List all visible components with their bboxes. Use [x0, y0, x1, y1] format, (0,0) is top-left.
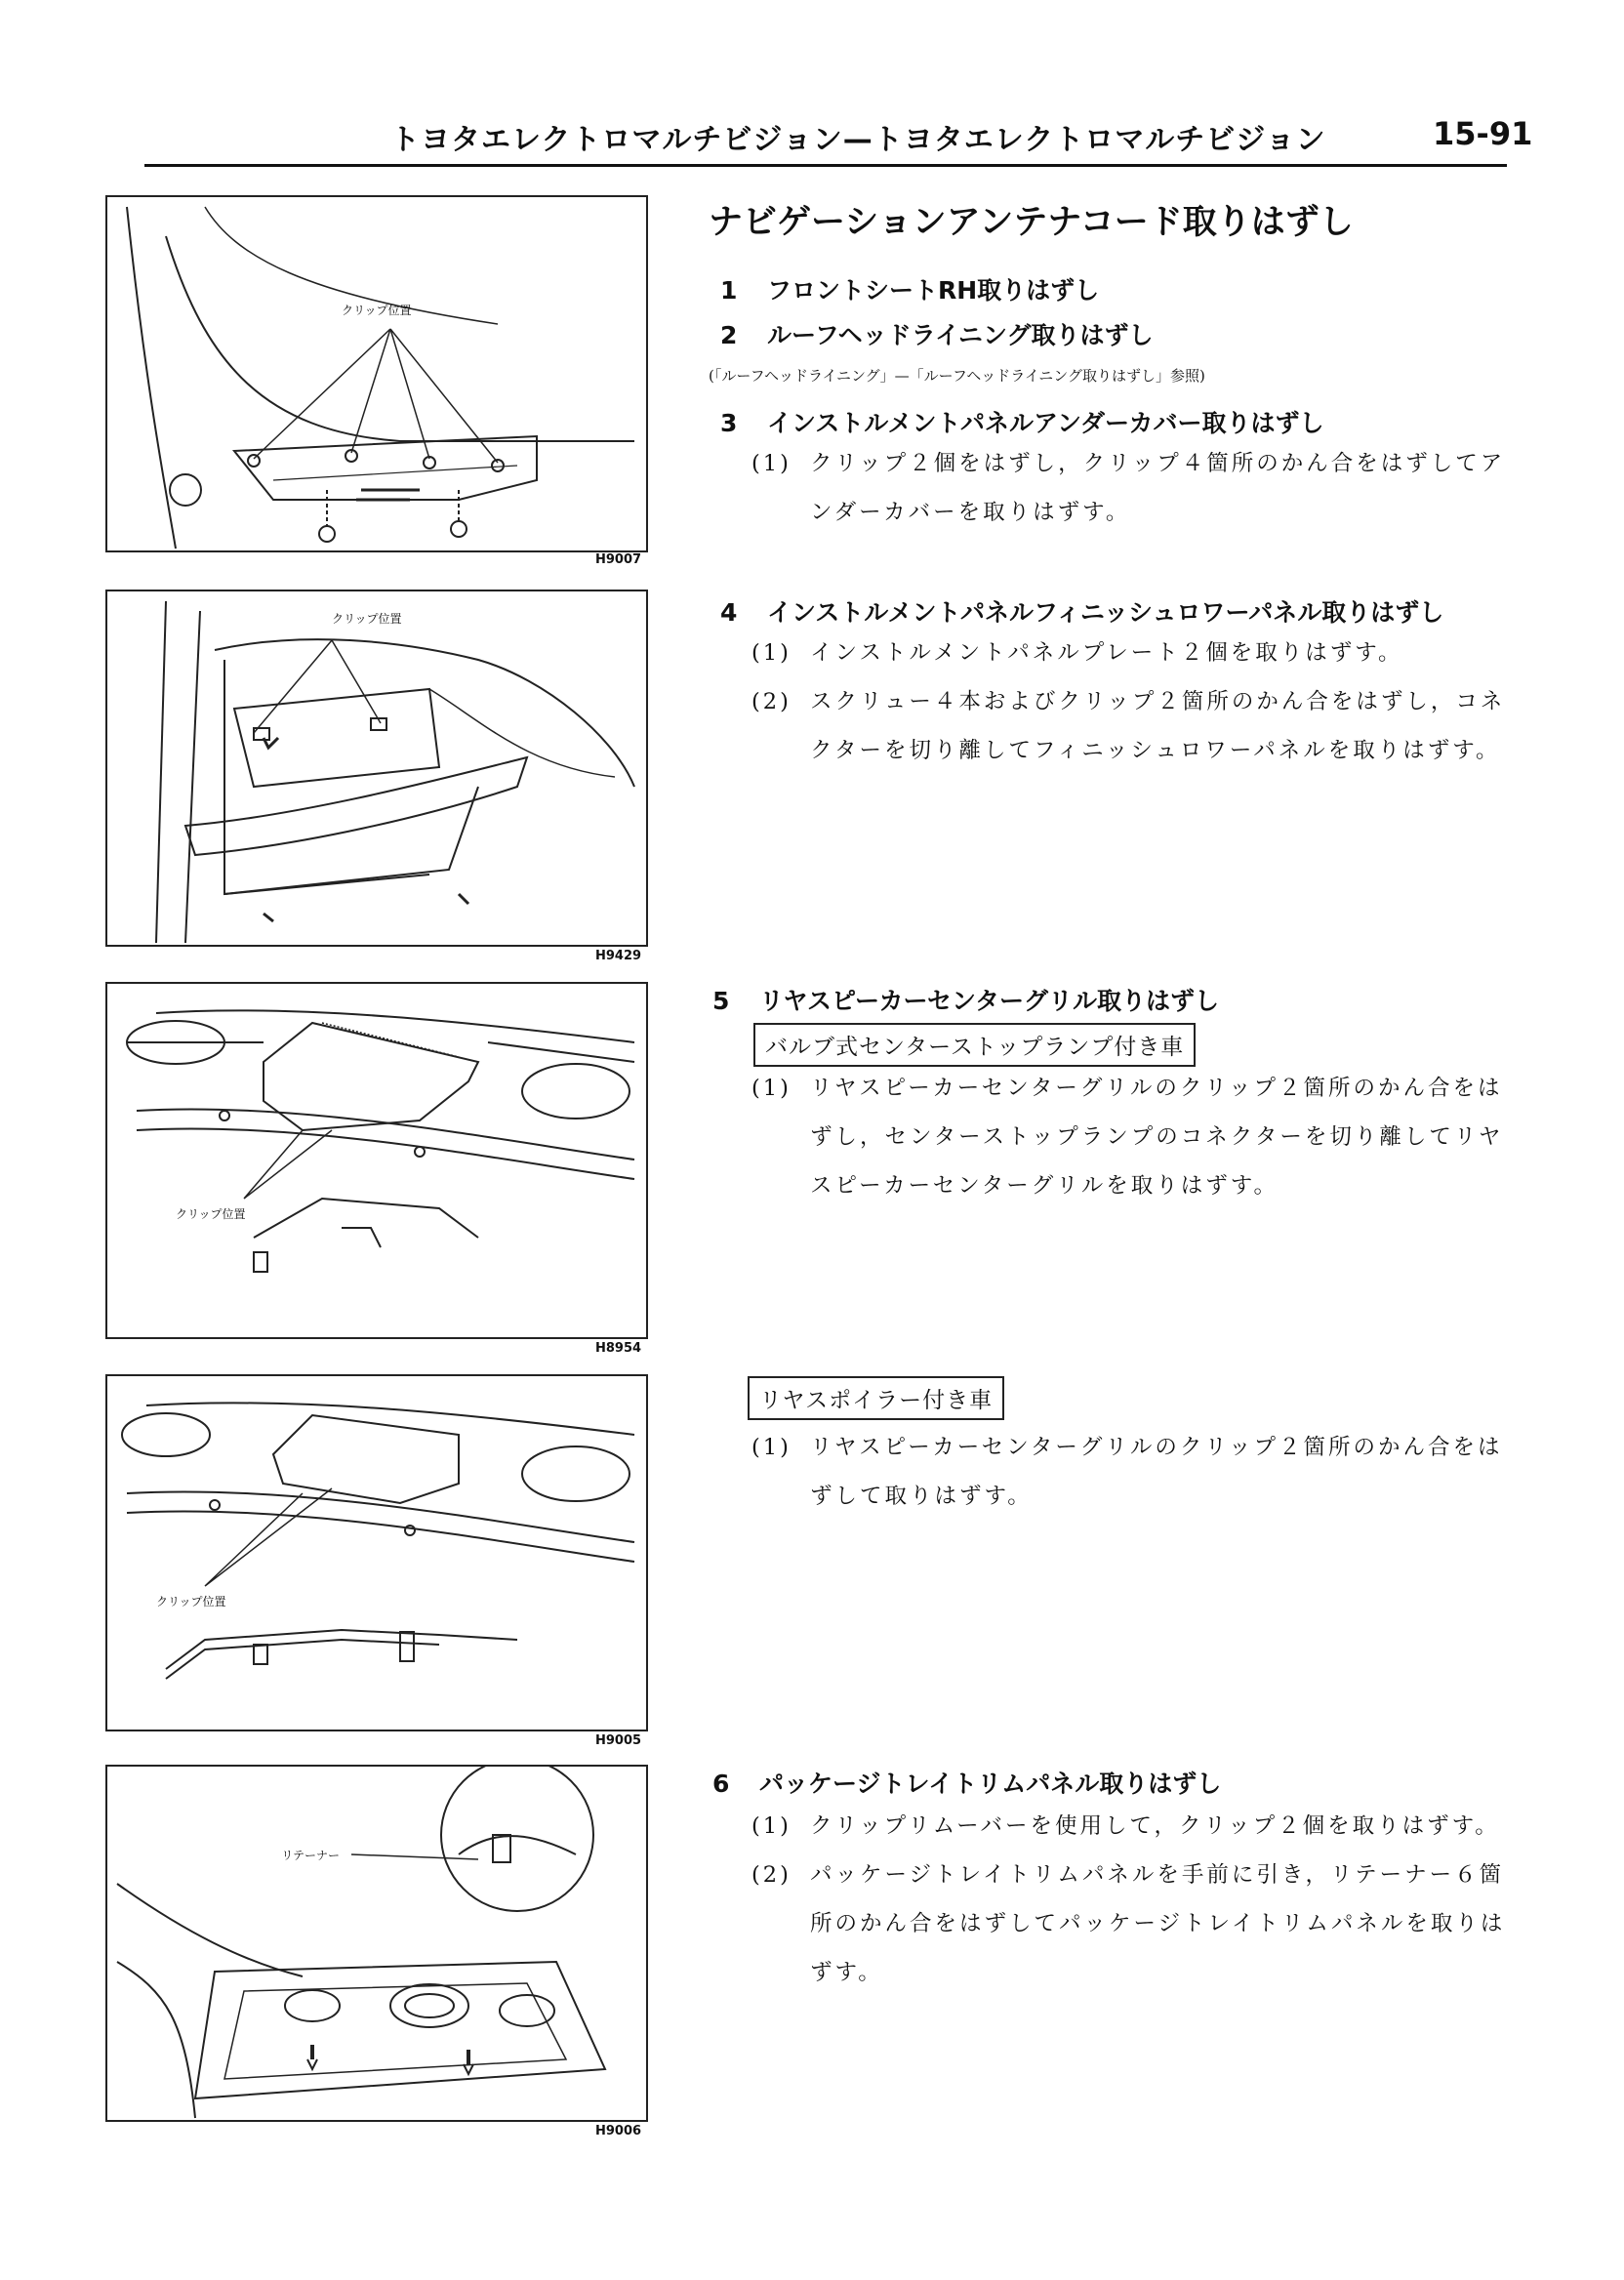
step-2-reference-note: (「ルーフヘッドライニング」—「ルーフヘッドライニング取りはずし」参照): [709, 367, 1205, 385]
step-4-heading: [720, 593, 1443, 629]
step-number: 5: [712, 987, 730, 1015]
figure-center-grille-spoiler: [105, 1374, 648, 1731]
figure-code: H8954: [595, 1341, 642, 1356]
step-5-spoiler-sub-1: [751, 1423, 1522, 1521]
sub-number: (1): [751, 1076, 792, 1101]
figure-center-grille-bulb: [105, 982, 648, 1339]
sub-number: (1): [751, 1813, 792, 1839]
step-4-sub-1: [751, 629, 1522, 677]
step-text: インストルメントパネルアンダーカバー取りはずし: [767, 409, 1324, 437]
step-number: 3: [720, 409, 738, 437]
step-3-heading: [720, 404, 1324, 439]
step-6-sub-1: [751, 1802, 1522, 1851]
figure-roof-clips: [105, 195, 648, 552]
sub-number: (2): [751, 1862, 792, 1888]
figure-lower-panel: [105, 590, 648, 947]
variant-label-bulb: バルブ式センターストップランプ付き車: [753, 1023, 1196, 1067]
sub-number: (1): [751, 640, 792, 666]
sub-text: クリップ２個をはずし，クリップ４箇所のかん合をはずしてアンダーカバーを取りはずす。: [810, 451, 1506, 525]
figure-callout: リテーナー: [281, 1849, 340, 1862]
figure-callout: クリップ位置: [332, 612, 402, 626]
step-2-heading: [720, 316, 1154, 351]
step-1-heading: [720, 271, 1099, 306]
figure-callout: クリップ位置: [176, 1207, 246, 1221]
sub-number: (2): [751, 689, 792, 714]
variant-label-spoiler: リヤスポイラー付き車: [748, 1376, 1004, 1420]
figure-code: H9007: [595, 552, 642, 567]
step-text: ルーフヘッドライニング取りはずし: [767, 321, 1154, 349]
step-5-heading: [712, 982, 1219, 1017]
step-6-sub-2: [751, 1851, 1522, 1997]
figure-code: H9005: [595, 1733, 642, 1748]
header-title: トヨタエレクトロマルチビジョン—トヨタエレクトロマルチビジョン: [390, 123, 1326, 157]
step-3-sub-1: [751, 439, 1522, 537]
figure-callout: クリップ位置: [342, 304, 412, 317]
sub-text: インストルメントパネルプレート２個を取りはずす。: [810, 640, 1403, 666]
sub-text: クリップリムーバーを使用して，クリップ２個を取りはずす。: [810, 1813, 1500, 1839]
sub-text: パッケージトレイトリムパネルを手前に引き，リテーナー６箇所のかん合をはずしてパッケージトレイトリムパネルを取りはずす。: [810, 1862, 1506, 1985]
step-6-heading: [712, 1765, 1221, 1800]
step-4-sub-2: [751, 677, 1522, 775]
sub-text: リヤスピーカーセンターグリルのクリップ２箇所のかん合をはずし，センターストップランプのコネクターを切り離してリヤスピーカーセンターグリルを取りはずす。: [810, 1076, 1504, 1199]
sub-text: リヤスピーカーセンターグリルのクリップ２箇所のかん合をはずして取りはずす。: [810, 1435, 1503, 1509]
step-number: 1: [720, 276, 738, 305]
step-text: インストルメントパネルフィニッシュロワーパネル取りはずし: [767, 598, 1444, 627]
sub-number: (1): [751, 1435, 792, 1460]
step-number: 6: [712, 1770, 730, 1798]
figure-package-tray: [105, 1765, 648, 2122]
step-5-bulb-sub-1: [751, 1064, 1522, 1210]
section-title: ナビゲーションアンテナコード取りはずし: [709, 203, 1354, 242]
page-number: 15-91: [1433, 115, 1533, 152]
figure-code: H9429: [595, 949, 642, 963]
step-text: パッケージトレイトリムパネル取りはずし: [759, 1770, 1222, 1798]
step-number: 2: [720, 321, 738, 349]
step-number: 4: [720, 598, 738, 627]
header-rule: [144, 164, 1507, 167]
step-text: リヤスピーカーセンターグリル取りはずし: [759, 987, 1220, 1015]
sub-number: (1): [751, 451, 792, 476]
figure-code: H9006: [595, 2124, 642, 2138]
sub-text: スクリュー４本およびクリップ２箇所のかん合をはずし，コネクターを切り離してフィニッシュロワーパネルを取りはずす。: [810, 689, 1506, 763]
step-text: フロントシートRH取りはずし: [767, 276, 1100, 305]
figure-callout: クリップ位置: [156, 1595, 226, 1608]
